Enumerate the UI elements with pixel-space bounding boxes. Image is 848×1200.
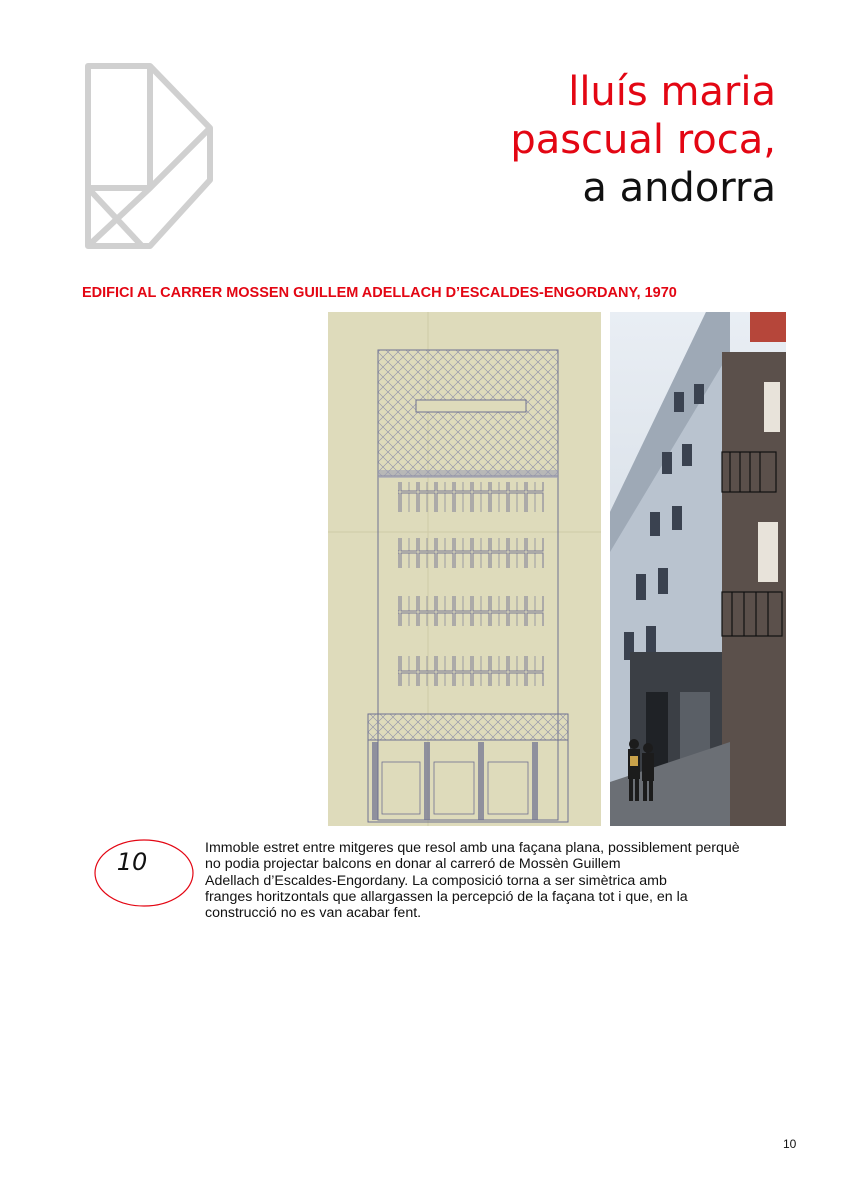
title-line-1: lluís maria [568, 69, 776, 115]
logo-icon [80, 60, 215, 252]
page-number: 10 [783, 1137, 797, 1151]
section-heading: EDIFICI AL CARRER MOSSEN GUILLEM ADELLACH D’ESCALDES-ENGORDANY, 1970 [82, 285, 677, 301]
note-number: 10 [116, 848, 148, 876]
description-line: no podia projectar balcons en donar al carreró de Mossèn Guillem [205, 856, 621, 873]
description-text [205, 840, 805, 921]
title-line-3: a andorra [582, 165, 776, 211]
street-photo-image [610, 312, 786, 826]
description-line: franges horitzontals que allargassen la percepció de la façana tot i que, en la [205, 888, 688, 905]
page-title [510, 68, 776, 212]
description-line: Adellach d’Escaldes-Engordany. La composició torna a ser simètrica amb [205, 872, 667, 889]
title-line-2: pascual roca, [510, 117, 776, 163]
architectural-elevation-drawing-icon [328, 312, 601, 826]
description-line: Immoble estret entre mitgeres que resol amb una façana plana, possiblement perquè [205, 840, 740, 856]
street-photo-icon [610, 312, 786, 826]
architectural-drawing-image [328, 312, 601, 826]
description-line: construcció no es van acabar fent. [205, 905, 422, 922]
